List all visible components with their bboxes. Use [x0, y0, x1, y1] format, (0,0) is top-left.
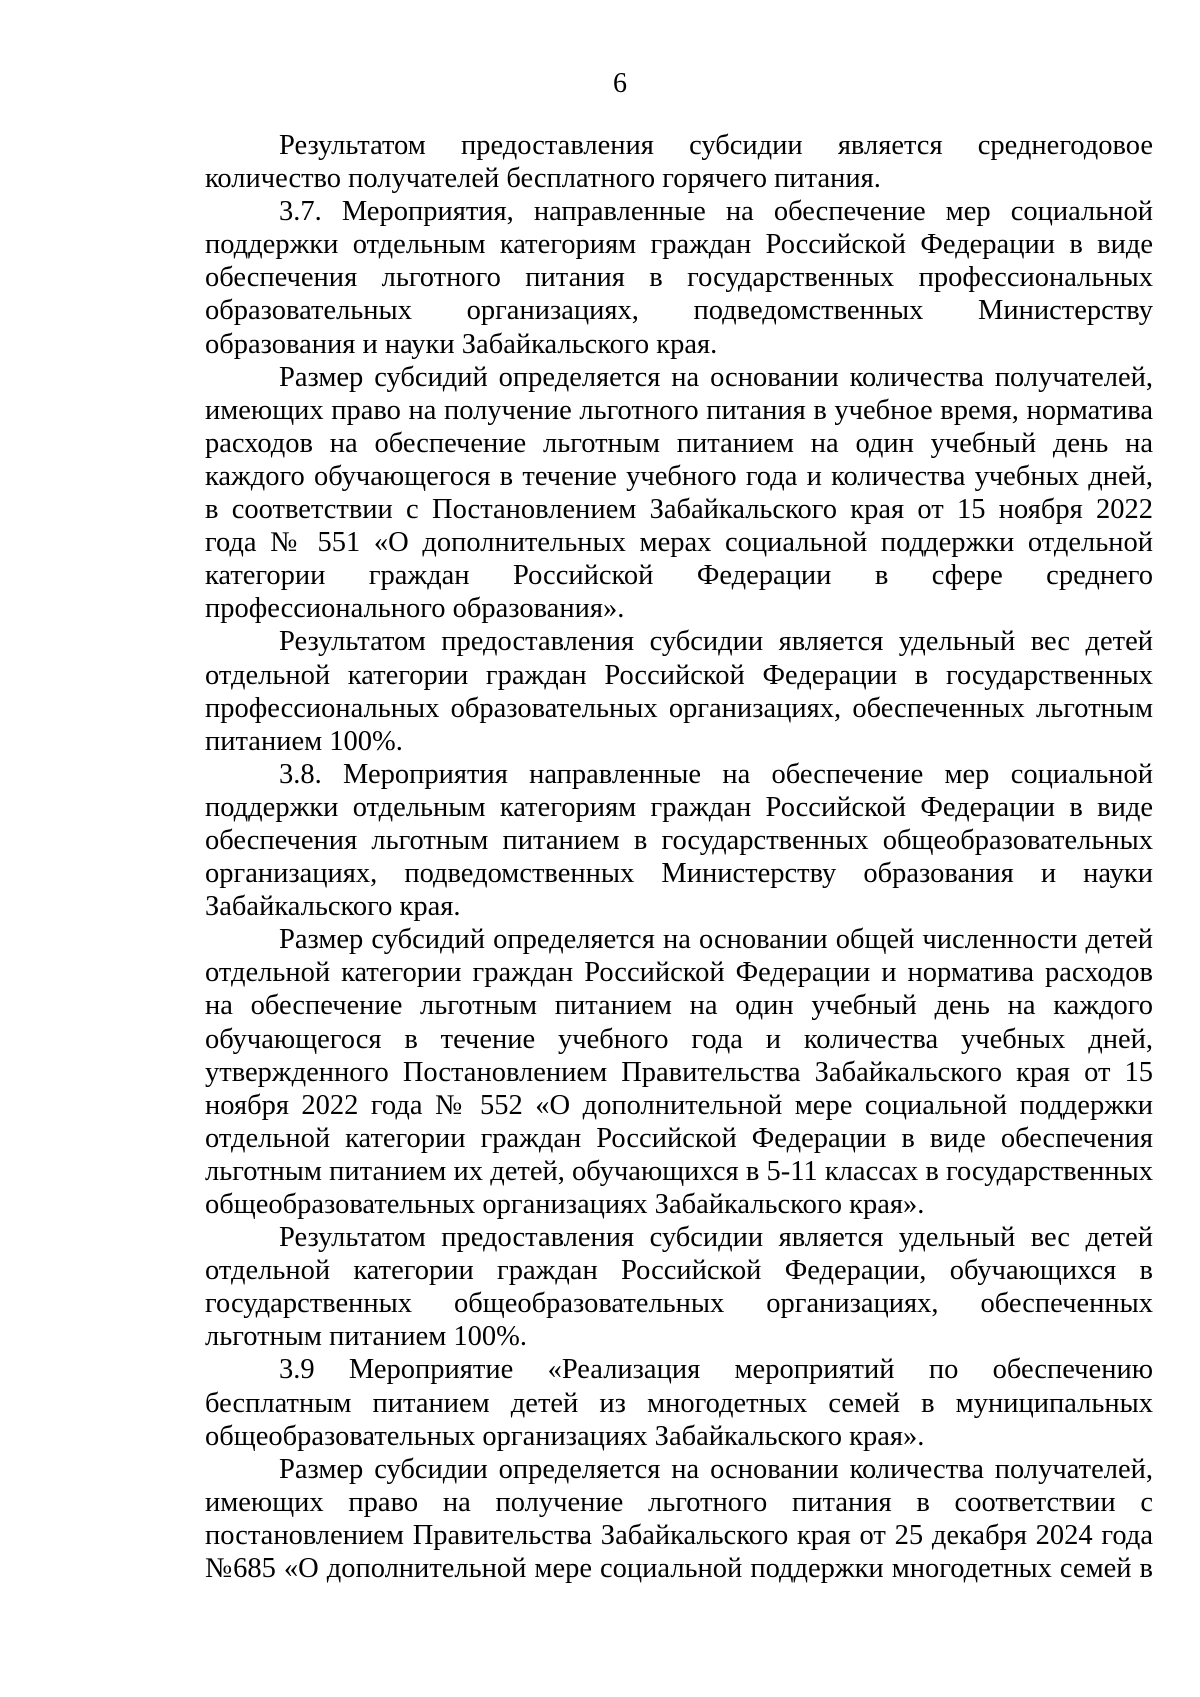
paragraph-3-8-measures: 3.8. Мероприятия направленные на обеспечение мер социальной поддержки отдельным категориям граждан Российской Федерации в виде обеспечения льготным питанием в государственных общеобразовательных организациях, подведомственных Министерству образования и науки Забайкальского края.	[205, 758, 1153, 923]
paragraph-3-7-result: Результатом предоставления субсидии является удельный вес детей отдельной категории граждан Российской Федерации в государственных профессиональных образовательных организациях, обеспеченных льготным питанием 100%.	[205, 626, 1153, 757]
paragraph-3-8-subsidy-size: Размер субсидий определяется на основании общей численности детей отдельной категории граждан Российской Федерации и норматива расходов на обеспечение льготным питанием на один учебный день на каждого обучающегося в течение учебного года и количества учебных дней, утвержденного Постановлением Правительства Забайкальского края от 15 ноября 2022 года № 552 «О дополнительной мере социальной поддержки отдельной категории граждан Российской Федерации в виде обеспечения льготным питанием их детей, обучающихся в 5-11 классах в государственных общеобразовательных организациях Забайкальского края».	[205, 924, 1153, 1220]
document-body	[205, 129, 1153, 1585]
page-number: 6	[613, 68, 627, 99]
paragraph-3-7-subsidy-size: Размер субсидий определяется на основании количества получателей, имеющих право на получение льготного питания в учебное время, норматива расходов на обеспечение льготным питанием на один учебный день на каждого обучающегося в течение учебного года и количества учебных дней, в соответствии с Постановлением Забайкальского края от 15 ноября 2022 года № 551 «О дополнительных мерах социальной поддержки отдельной категории граждан Российской Федерации в сфере среднего профессионального образования».	[205, 361, 1153, 625]
paragraph-result-hot-meals: Результатом предоставления субсидии является среднегодовое количество получателей бесплатного горячего питания.	[205, 130, 1153, 195]
paragraph-3-8-result: Результатом предоставления субсидии является удельный вес детей отдельной категории граждан Российской Федерации, обучающихся в государственных общеобразовательных организациях, обеспеченных льготным питанием 100%.	[205, 1222, 1153, 1353]
paragraph-3-7-measures: 3.7. Мероприятия, направленные на обеспечение мер социальной поддержки отдельным категориям граждан Российской Федерации в виде обеспечения льготного питания в государственных профессиональных образовательных организациях, подведомственных Министерству образования и науки Забайкальского края.	[205, 196, 1153, 360]
paragraph-3-9-subsidy-size: Размер субсидии определяется на основании количества получателей, имеющих право на получение льготного питания в соответствии с постановлением Правительства Забайкальского края от 25 декабря 2024 года №685 «О дополнительной мере социальной поддержки многодетных семей в	[205, 1453, 1153, 1585]
paragraph-3-9-measure: 3.9 Мероприятие «Реализация мероприятий по обеспечению бесплатным питанием детей из многодетных семей в муниципальных общеобразовательных организациях Забайкальского края».	[205, 1354, 1153, 1452]
